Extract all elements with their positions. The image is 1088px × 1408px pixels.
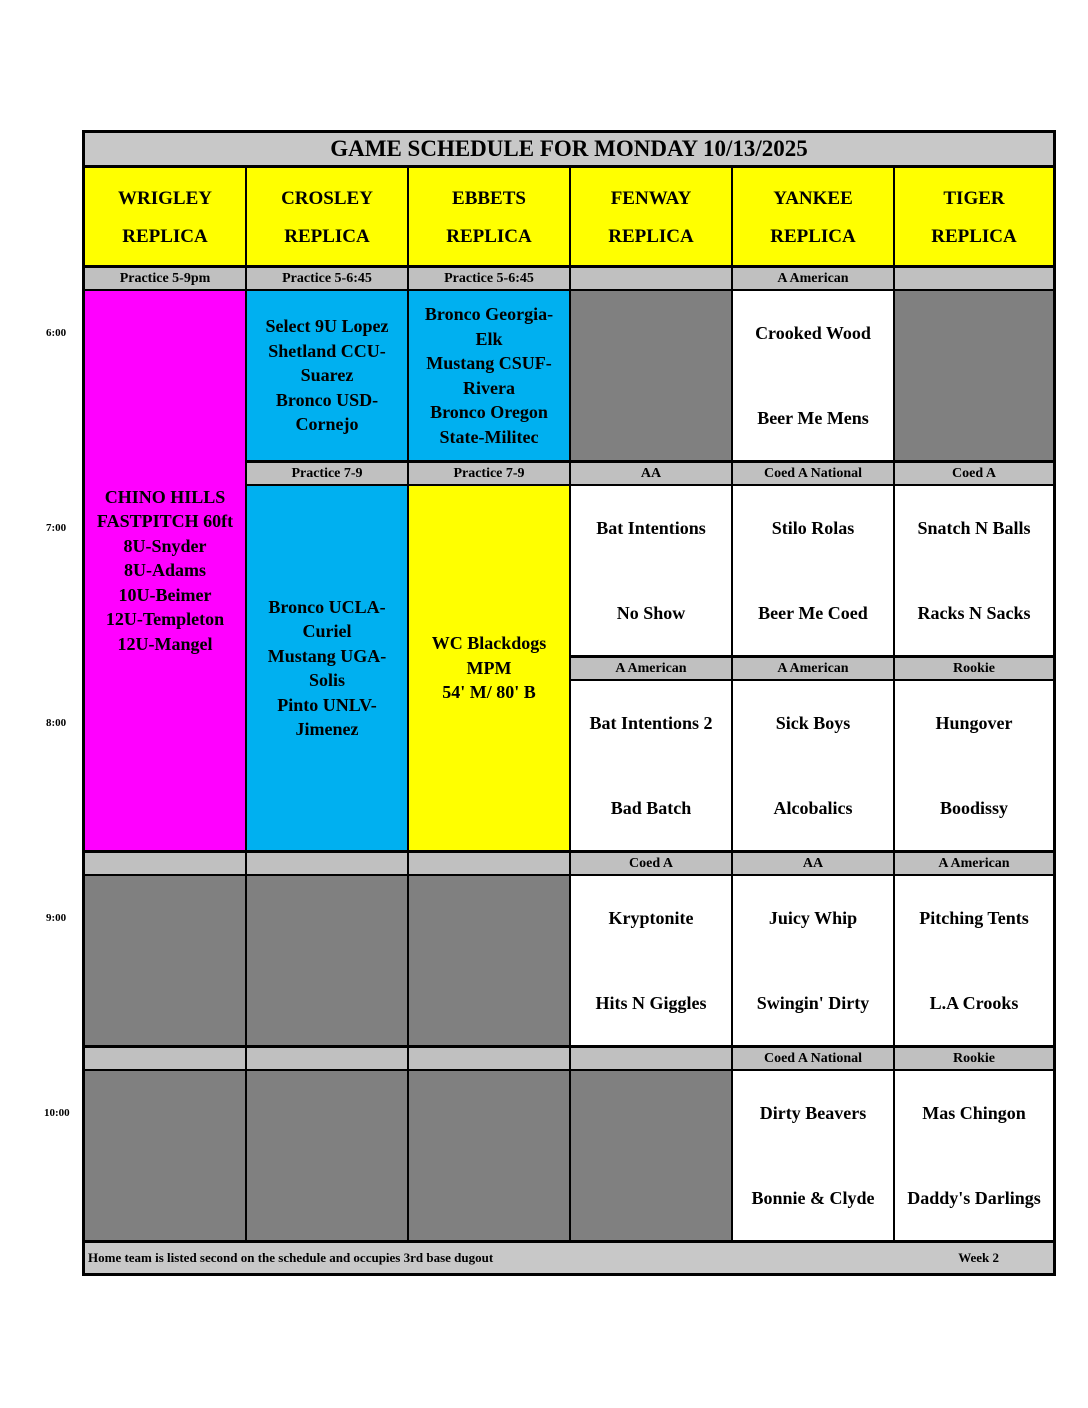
slot-label: Coed A	[571, 853, 731, 874]
slot-label	[571, 268, 731, 289]
slot-label: Practice 5-6:45	[409, 268, 569, 289]
game-tiger-9	[895, 876, 1053, 1045]
field-name: EBBETS	[452, 188, 526, 209]
block-line: Curiel	[302, 621, 352, 641]
slot-label	[409, 1048, 569, 1069]
team-home: Swingin' Dirty	[756, 993, 870, 1013]
game-tiger-8	[895, 681, 1053, 850]
game-fenway-7	[571, 486, 731, 655]
block-line: Bronco UCLA-	[268, 596, 386, 617]
team-home: Bad Batch	[610, 798, 692, 818]
footer-note: Home team is listed second on the schedule and occupies 3rd base dugout	[88, 1250, 494, 1265]
slot-label	[895, 268, 1053, 289]
ebbets-late-block	[409, 486, 569, 850]
field-header-wrigley	[85, 168, 245, 265]
idle-slot	[409, 876, 569, 1045]
block-line: Mustang CSUF-	[426, 353, 552, 373]
block-line: WC Blackdogs	[431, 633, 547, 654]
slot-label: A American	[571, 658, 731, 679]
field-sub: REPLICA	[122, 226, 208, 247]
team-home: Racks N Sacks	[917, 603, 1031, 623]
block-line: Bronco Georgia-	[424, 304, 554, 324]
time-label-6: 6:00	[46, 327, 67, 339]
slot-label	[247, 853, 407, 874]
page-title: GAME SCHEDULE FOR MONDAY 10/13/2025	[85, 133, 1053, 165]
block-line: Select 9U Lopez	[265, 316, 389, 337]
game-yankee-10	[733, 1071, 893, 1240]
block-line: 54' M/ 80' B	[442, 682, 536, 703]
block-line: Bronco Oregon	[430, 402, 548, 422]
slot-label: A American	[733, 268, 893, 289]
field-header-crosley	[247, 168, 407, 265]
slot-label	[571, 1048, 731, 1069]
team-home: Hits N Giggles	[595, 993, 707, 1013]
block-line: Jimenez	[295, 719, 359, 739]
game-yankee-6	[733, 291, 893, 460]
slot-label: Practice 7-9	[409, 463, 569, 484]
slot-label: Coed A	[895, 463, 1053, 484]
game-tiger-10	[895, 1071, 1053, 1240]
idle-slot	[85, 876, 245, 1045]
block-line: Pinto UNLV-	[277, 694, 377, 715]
week-label: Week 2	[958, 1250, 999, 1265]
field-header-fenway	[571, 168, 731, 265]
field-name: TIGER	[943, 188, 1005, 209]
wrigley-line: FASTPITCH 60ft	[96, 511, 234, 532]
team-home: Bonnie & Clyde	[751, 1188, 875, 1208]
slot-label: Coed A National	[733, 1048, 893, 1069]
idle-slot	[571, 1071, 731, 1240]
team-away: Hungover	[935, 713, 1013, 733]
slot-label: Coed A National	[733, 463, 893, 484]
block-line: Rivera	[463, 377, 515, 398]
team-home: Beer Me Mens	[757, 408, 869, 428]
team-home: Boodissy	[939, 798, 1009, 818]
field-name: YANKEE	[773, 188, 853, 209]
slot-label: AA	[571, 463, 731, 484]
game-yankee-8	[733, 681, 893, 850]
idle-slot	[85, 1071, 245, 1240]
slot-label	[247, 1048, 407, 1069]
wrigley-booking-block	[85, 291, 245, 850]
field-header-yankee	[733, 168, 893, 265]
game-yankee-9	[733, 876, 893, 1045]
team-home: L.A Crooks	[929, 993, 1019, 1013]
game-fenway-8	[571, 681, 731, 850]
idle-slot	[247, 876, 407, 1045]
block-line: Suarez	[300, 365, 354, 386]
slot-label: Rookie	[895, 658, 1053, 679]
block-line: Mustang UGA-	[267, 645, 387, 666]
team-away: Dirty Beavers	[759, 1103, 867, 1123]
idle-slot	[247, 1071, 407, 1240]
crosley-early-block	[247, 291, 407, 460]
slot-label: AA	[733, 853, 893, 874]
block-line: Solis	[308, 670, 346, 690]
block-line: Elk	[475, 328, 503, 349]
block-line: Shetland CCU-	[268, 340, 386, 361]
team-home: Alcobalics	[773, 798, 853, 818]
wrigley-line: 10U-Beimer	[118, 584, 212, 605]
field-name: FENWAY	[610, 188, 692, 209]
ebbets-early-block	[409, 291, 569, 460]
slot-label	[85, 1048, 245, 1069]
team-away: Juicy Whip	[768, 908, 858, 928]
field-name: WRIGLEY	[118, 188, 212, 209]
team-home: No Show	[616, 603, 686, 623]
team-away: Pitching Tents	[919, 908, 1029, 928]
wrigley-line: CHINO HILLS	[104, 486, 226, 507]
block-line: Bronco USD-	[275, 389, 379, 410]
idle-slot	[571, 291, 731, 460]
footer-bar	[85, 1243, 1053, 1273]
time-label-8: 8:00	[46, 717, 67, 729]
field-header-tiger	[895, 168, 1053, 265]
game-tiger-7	[895, 486, 1053, 655]
field-header-ebbets	[409, 168, 569, 265]
crosley-late-block	[247, 486, 407, 850]
team-home: Daddy's Darlings	[907, 1188, 1041, 1208]
team-away: Mas Chingon	[922, 1103, 1026, 1123]
slot-label	[85, 853, 245, 874]
slot-label: A American	[895, 853, 1053, 874]
slot-label: Practice 5-6:45	[247, 268, 407, 289]
team-away: Snatch N Balls	[917, 518, 1031, 538]
team-away: Stilo Rolas	[771, 518, 855, 538]
slot-label: A American	[733, 658, 893, 679]
field-sub: REPLICA	[931, 226, 1017, 247]
time-label-7: 7:00	[46, 522, 67, 534]
idle-slot	[895, 291, 1053, 460]
team-away: Sick Boys	[775, 713, 851, 733]
game-yankee-7	[733, 486, 893, 655]
team-away: Kryptonite	[608, 908, 694, 928]
field-sub: REPLICA	[770, 226, 856, 247]
block-line: Cornejo	[295, 414, 359, 435]
field-sub: REPLICA	[608, 226, 694, 247]
slot-label	[409, 853, 569, 874]
slot-label: Practice 7-9	[247, 463, 407, 484]
game-fenway-9	[571, 876, 731, 1045]
slot-label: Practice 5-9pm	[85, 268, 245, 289]
team-away: Bat Intentions	[596, 518, 706, 538]
wrigley-line: 8U-Snyder	[123, 535, 207, 556]
field-sub: REPLICA	[446, 226, 532, 247]
block-line: MPM	[466, 657, 512, 678]
schedule-table	[82, 130, 1056, 1276]
wrigley-line: 8U-Adams	[123, 560, 206, 581]
block-line: State-Militec	[439, 426, 539, 447]
wrigley-line: 12U-Mangel	[117, 633, 213, 654]
idle-slot	[409, 1071, 569, 1240]
team-away: Crooked Wood	[755, 323, 871, 343]
time-label-10: 10:00	[44, 1107, 70, 1119]
time-label-9: 9:00	[46, 912, 67, 924]
team-home: Beer Me Coed	[758, 603, 868, 623]
team-away: Bat Intentions 2	[589, 713, 713, 733]
field-name: CROSLEY	[281, 188, 373, 209]
wrigley-line: 12U-Templeton	[105, 609, 225, 630]
slot-label: Rookie	[895, 1048, 1053, 1069]
field-sub: REPLICA	[284, 226, 370, 247]
